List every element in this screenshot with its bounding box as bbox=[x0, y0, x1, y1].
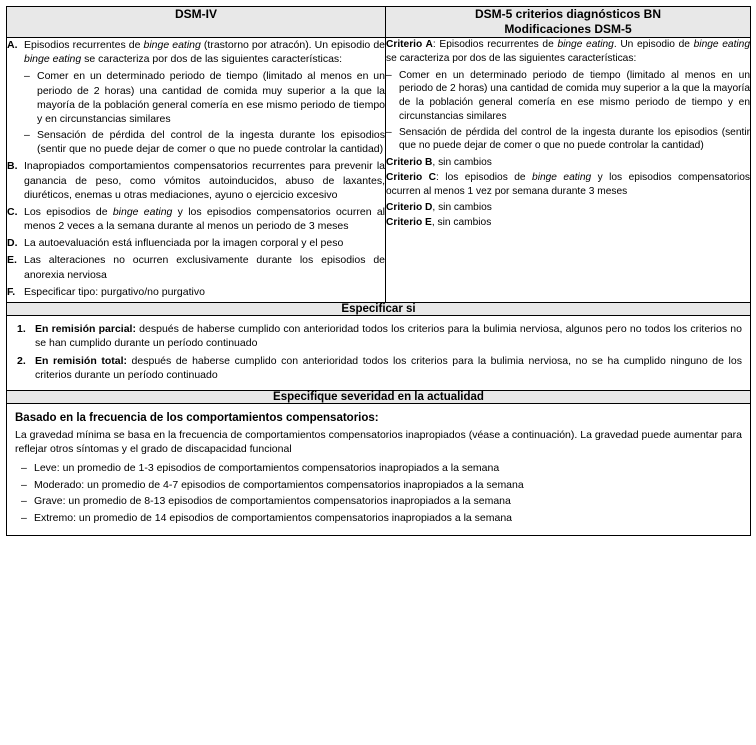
dsm5-criterion-b bbox=[386, 156, 750, 170]
criterion-e-text: Las alteraciones no ocurren exclusivamente durante los episodios de anorexia nerviosa bbox=[24, 254, 385, 281]
dash-glyph: – bbox=[21, 478, 27, 491]
criterion-a-label: A. bbox=[7, 39, 18, 51]
dsm5-criterion-b-label: Criterio B bbox=[386, 157, 433, 169]
list-item bbox=[386, 126, 750, 154]
cell-dsm-iv-criteria bbox=[7, 38, 386, 303]
list-item bbox=[24, 128, 385, 156]
criterion-a-sublist bbox=[7, 69, 385, 156]
dsm5-criterion-d-text: , sin cambios bbox=[432, 202, 492, 214]
list-item bbox=[386, 69, 750, 124]
dsm5-criterion-a-sublist bbox=[386, 69, 750, 154]
dsm5-criterion-a: Criterio A: Episodios recurrentes de binge eating. Un episodio de binge eating se caracteriza por dos de las siguientes características: bbox=[386, 39, 750, 64]
dash-glyph: – bbox=[24, 70, 30, 83]
list-item-text: En remisión total: después de haberse cumplido con anterioridad todos los criterios para la bulimia nerviosa, no se ha cumplido ninguno de los criterios durante un período continuado bbox=[35, 355, 742, 382]
cell-severity bbox=[7, 403, 751, 535]
criterion-b bbox=[7, 159, 385, 202]
list-item-text: Extremo: un promedio de 14 episodios de comportamientos compensatorios inapropiados a la semana bbox=[34, 512, 513, 525]
dsm5-criterion-e-label: Criterio E bbox=[386, 217, 432, 229]
dsm5-criterion-e-text: , sin cambios bbox=[431, 217, 492, 229]
list-item bbox=[17, 322, 742, 350]
dash-glyph: – bbox=[21, 512, 27, 525]
criterion-a-text: Episodios recurrentes de binge eating (trastorno por atracón). Un episodio de binge eating se caracteriza por dos de las siguientes características: bbox=[24, 39, 386, 66]
dsm5-criterion-c-label: Criterio C bbox=[386, 171, 437, 183]
table-header-row bbox=[7, 7, 751, 38]
criterion-c-label: C. bbox=[7, 205, 18, 218]
severity-row bbox=[7, 403, 751, 535]
criteria-comparison-table bbox=[6, 6, 751, 536]
criterion-d bbox=[7, 236, 385, 250]
dash-glyph: – bbox=[21, 495, 27, 508]
dash-glyph: – bbox=[24, 129, 30, 142]
band-severidad: Especifique severidad en la actualidad bbox=[7, 390, 751, 403]
list-item-text: Comer en un determinado periodo de tiempo (limitado al menos en un periodo de 2 horas) una cantidad de comida muy superior a la que la mayoría de la población general comería en ese mismo periodo de tiempo y en circunstancias similares bbox=[37, 70, 385, 125]
list-item-number: 2. bbox=[17, 355, 26, 368]
severity-title: Basado en la frecuencia de los comportamientos compensatorios: bbox=[15, 411, 379, 424]
criterion-d-text: La autoevaluación está influenciada por la imagen corporal y el peso bbox=[24, 237, 344, 250]
dsm5-criterion-c: Criterio C: los episodios de binge eating y los episodios compensatorios ocurren al menos 1 vez por semana durante 3 meses bbox=[386, 171, 750, 197]
dash-glyph: – bbox=[386, 126, 392, 138]
criterion-b-label: B. bbox=[7, 160, 18, 173]
criterion-a bbox=[7, 38, 385, 66]
dsm5-criterion-b-text: , sin cambios bbox=[432, 157, 492, 169]
criterion-b-text: Inapropiados comportamientos compensatorios recurrentes para prevenir la ganancia de peso, como vómitos autoinducidos, abuso de laxantes, diuréticos, enemas u otras mediaciones, ayuno o ejercicio excesivo bbox=[24, 160, 385, 201]
band-row-severidad bbox=[7, 390, 751, 403]
list-item-text: Moderado: un promedio de 4-7 episodios de comportamientos compensatorios inapropiados a la semana bbox=[34, 478, 524, 491]
list-item-text: Grave: un promedio de 8-13 episodios de comportamientos compensatorios inapropiados a la semana bbox=[34, 495, 511, 508]
remission-row bbox=[7, 315, 751, 390]
criterion-f-label: F. bbox=[7, 285, 16, 298]
header-dsm-5-line2: Modificaciones DSM-5 bbox=[504, 22, 632, 36]
list-item bbox=[21, 478, 742, 493]
criterion-c-text: Los episodios de binge eating y los episodios compensatorios ocurren al menos 2 veces a la semana durante al menos un periodo de 3 meses bbox=[24, 205, 385, 233]
severity-intro: La gravedad mínima se basa en la frecuencia de comportamientos compensatorios inapropiados (véase a continuación). La gravedad puede aumentar para reflejar otros síntomas y el grado de discapacidad funcional bbox=[15, 428, 742, 456]
dsm5-criterion-a-label: Criterio A bbox=[386, 39, 433, 50]
criterion-e-label: E. bbox=[7, 254, 17, 267]
band-especificar-si: Especificar si bbox=[7, 302, 751, 315]
list-item-text: Sensación de pérdida del control de la ingesta durante los episodios (sentir que no puede dejar de comer o que no puede controlar la cantidad) bbox=[37, 129, 385, 156]
remission-list bbox=[7, 316, 750, 390]
band-row-especificar-si bbox=[7, 302, 751, 315]
criterion-d-label: D. bbox=[7, 237, 18, 250]
list-item bbox=[21, 494, 742, 509]
list-item bbox=[17, 354, 742, 382]
criterion-c bbox=[7, 205, 385, 233]
cell-remission bbox=[7, 315, 751, 390]
cell-dsm-5-criteria bbox=[386, 38, 751, 303]
dsm5-criterion-d bbox=[386, 201, 750, 215]
dsm5-criterion-e bbox=[386, 216, 750, 230]
list-item bbox=[21, 511, 742, 526]
header-dsm-iv-label: DSM-IV bbox=[175, 7, 217, 21]
dash-glyph: – bbox=[386, 69, 392, 81]
list-item-text: En remisión parcial: después de haberse cumplido con anterioridad todos los criterios para la bulimia nerviosa, algunos pero no todos los criterios no se han cumplido durante un período continuado bbox=[35, 322, 742, 350]
criterion-f bbox=[7, 285, 385, 299]
list-item-text: Comer en un determinado periodo de tiempo (limitado al menos en un periodo de 2 horas) una cantidad de comida muy superior a la que la mayoría de la población general comería en ese mismo periodo de tiempo y en circunstancias similares bbox=[399, 69, 750, 122]
criteria-row bbox=[7, 38, 751, 303]
list-item bbox=[21, 461, 742, 476]
header-dsm-5-line1: DSM-5 criterios diagnósticos BN bbox=[474, 7, 662, 21]
criterion-e bbox=[7, 253, 385, 281]
header-dsm-iv bbox=[7, 7, 386, 38]
list-item-number: 1. bbox=[17, 322, 26, 335]
dash-glyph: – bbox=[21, 462, 27, 475]
severity-block bbox=[7, 404, 750, 535]
list-item-text: Sensación de pérdida del control de la ingesta durante los episodios (sentir que no puede dejar de comer o que no puede controlar la cantidad) bbox=[399, 126, 750, 152]
dsm5-criterion-d-label: Criterio D bbox=[386, 202, 433, 214]
header-dsm-5 bbox=[386, 7, 751, 38]
list-item-text: Leve: un promedio de 1-3 episodios de comportamientos compensatorios inapropiados a la semana bbox=[34, 462, 500, 475]
severity-levels bbox=[15, 461, 742, 526]
criterion-f-text: Especificar tipo: purgativo/no purgativo bbox=[24, 285, 205, 298]
list-item bbox=[24, 69, 385, 126]
